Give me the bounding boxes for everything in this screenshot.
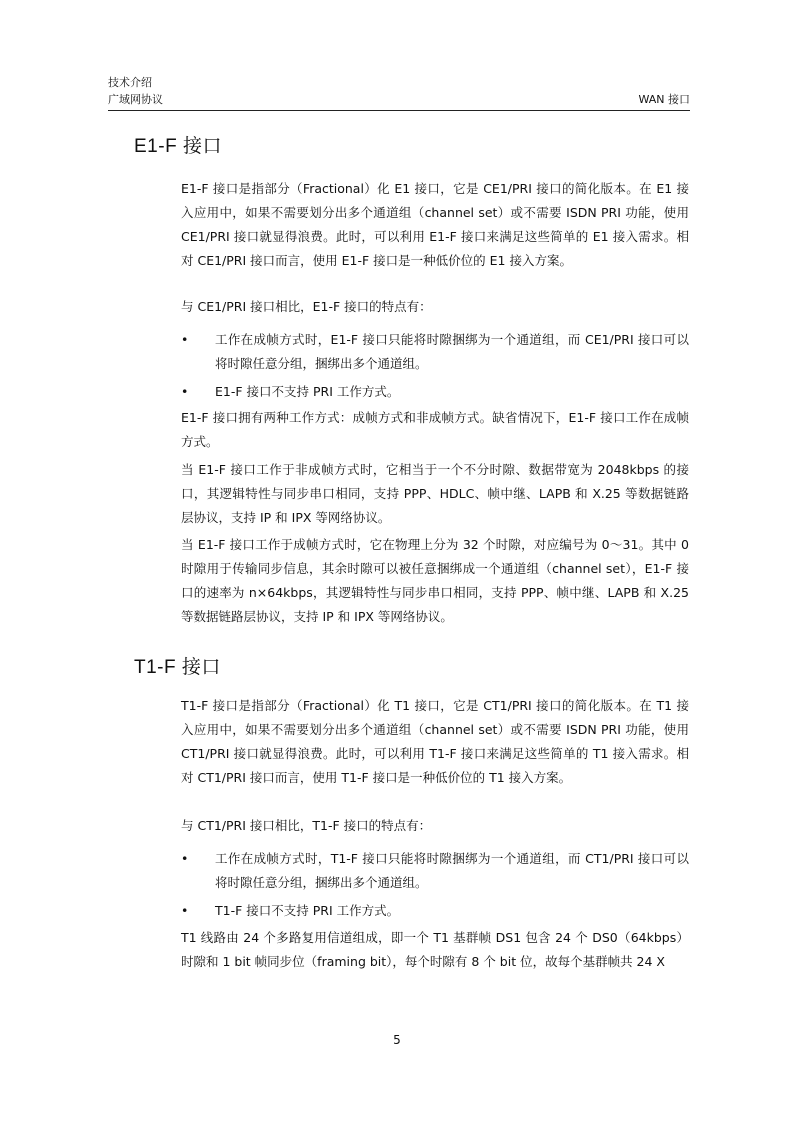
header-doc-topic: 广域网协议: [108, 93, 163, 106]
bullet-dot-icon: •: [181, 332, 189, 347]
e1f-bullet-2-text: E1-F 接口不支持 PRI 工作方式。: [215, 384, 400, 399]
bullet-dot-icon: •: [181, 384, 189, 399]
t1f-bullet-2: [181, 899, 689, 923]
header-rule: [108, 110, 690, 111]
t1f-paragraph-1: T1-F 接口是指部分（Fractional）化 T1 接口，它是 CT1/PRI 接口的简化版本。在 T1 接入应用中，如果不需要划分出多个通道组（channel set）或不需要 ISDN PRI 功能，使用 CT1/PRI 接口就显得浪费。此时，可以利用 T1-F 接口来满足这些简单的 T1 接入需求。相对 CT1/PRI 接口而言，使用 T1-F 接口是一种低价位的 T1 接入方案。: [181, 698, 689, 785]
e1f-bullet-1-text: 工作在成帧方式时，E1-F 接口只能将时隙捆绑为一个通道组，而 CE1/PRI 接口可以将时隙任意分组，捆绑出多个通道组。: [215, 332, 689, 371]
e1f-bullet-2: [181, 380, 689, 404]
e1f-paragraph-1: E1-F 接口是指部分（Fractional）化 E1 接口，它是 CE1/PRI 接口的简化版本。在 E1 接入应用中，如果不需要划分出多个通道组（channel set）或不需要 ISDN PRI 功能，使用 CE1/PRI 接口就显得浪费。此时，可以利用 E1-F 接口来满足这些简单的 E1 接入需求。相对 CE1/PRI 接口而言，使用 E1-F 接口是一种低价位的 E1 接入方案。: [181, 181, 689, 268]
e1f-paragraph-3: E1-F 接口拥有两种工作方式：成帧方式和非成帧方式。缺省情况下，E1-F 接口工作在成帧方式。: [181, 410, 689, 449]
page-header: [108, 72, 690, 110]
e1f-bullet-1: [181, 328, 689, 376]
section-title-e1f: E1-F 接口: [134, 136, 222, 157]
e1f-paragraph-4: 当 E1-F 接口工作于非成帧方式时，它相当于一个不分时隙、数据带宽为 2048kbps 的接口，其逻辑特性与同步串口相同，支持 PPP、HDLC、帧中继、LAPB 和 X.25 等数据链路层协议，支持 IP 和 IPX 等网络协议。: [181, 462, 689, 525]
e1f-paragraph-5: 当 E1-F 接口工作于成帧方式时，它在物理上分为 32 个时隙，对应编号为 0～31。其中 0 时隙用于传输同步信息，其余时隙可以被任意捆绑成一个通道组（channel set），E1-F 接口的速率为 n×64kbps，其逻辑特性与同步串口相同，支持 PPP、帧中继、LAPB 和 X.25 等数据链路层协议，支持 IP 和 IPX 等网络协议。: [181, 537, 689, 624]
t1f-bullet-1: [181, 847, 689, 895]
bullet-dot-icon: •: [181, 851, 189, 866]
header-doc-type: 技术介绍: [108, 76, 152, 89]
t1f-paragraph-2: 与 CT1/PRI 接口相比，T1-F 接口的特点有：: [181, 818, 432, 833]
header-chapter: WAN 接口: [638, 93, 690, 106]
header-left: [108, 74, 163, 108]
page-number: 5: [393, 1033, 401, 1047]
t1f-paragraph-3: T1 线路由 24 个多路复用信道组成，即一个 T1 基群帧 DS1 包含 24 个 DS0（64kbps）时隙和 1 bit 帧同步位（framing bit），每个时隙有 8 个 bit 位，故每个基群帧共 24 X: [181, 930, 689, 969]
section-title-t1f: T1-F 接口: [134, 657, 221, 678]
t1f-bullet-2-text: T1-F 接口不支持 PRI 工作方式。: [215, 903, 400, 918]
bullet-dot-icon: •: [181, 903, 189, 918]
e1f-paragraph-2: 与 CE1/PRI 接口相比，E1-F 接口的特点有：: [181, 299, 432, 314]
t1f-bullet-1-text: 工作在成帧方式时，T1-F 接口只能将时隙捆绑为一个通道组，而 CT1/PRI 接口可以将时隙任意分组，捆绑出多个通道组。: [215, 851, 689, 890]
